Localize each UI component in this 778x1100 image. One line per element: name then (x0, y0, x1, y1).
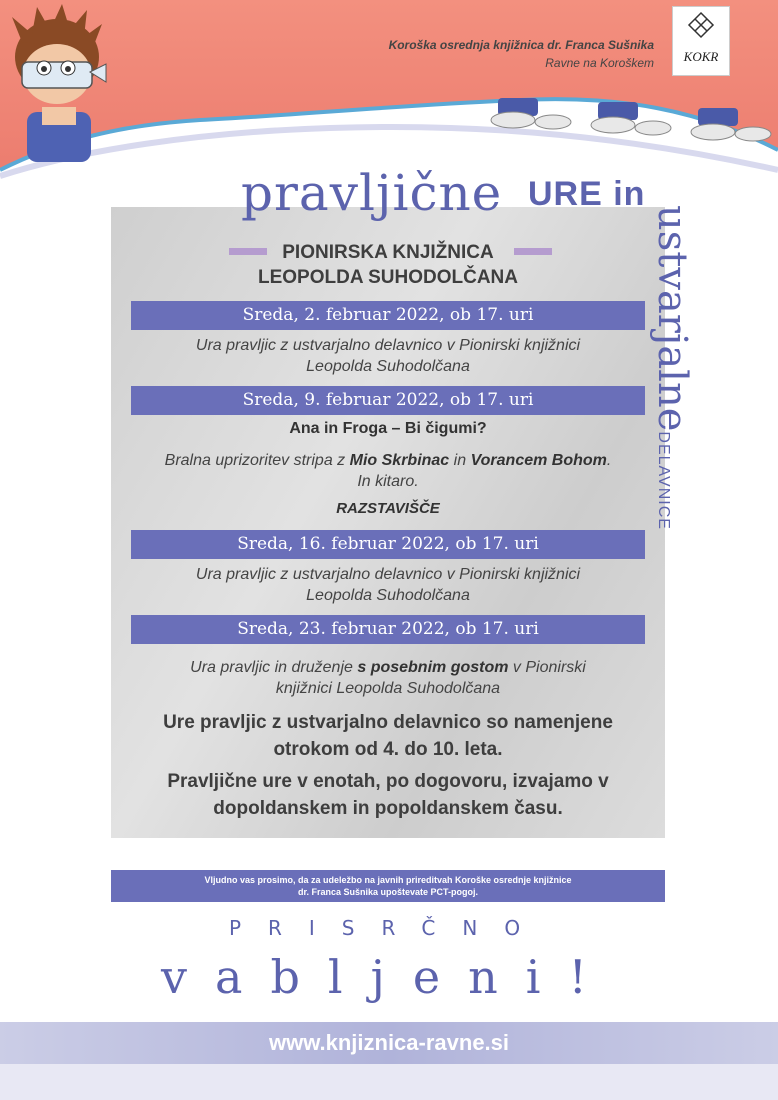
organization-block (389, 36, 654, 72)
special-guest: s posebnim gostom (357, 659, 509, 676)
library-title-line2: LEOPOLDA SUHODOLČANA (257, 267, 519, 288)
event-description-text: in (453, 452, 467, 469)
info-paragraph-2 (111, 768, 665, 822)
event-description (111, 450, 665, 471)
library-title (111, 240, 665, 290)
feet-illustration (478, 90, 778, 150)
website-link[interactable]: www.knjiznica-ravne.si (268, 1030, 510, 1055)
event-description-text: Bralna uprizoritev stripa z (164, 452, 346, 469)
closing-word-vabljeni: vabljeni! (161, 950, 615, 1004)
notice-line: dr. Franca Sušnika upoštevate PCT-pogoj. (297, 887, 479, 897)
performer-name: Vorancem Bohom (470, 452, 607, 469)
vertical-title-big: ustvarjalne (649, 205, 695, 432)
footer-bottom (0, 1064, 778, 1100)
performer-name: Mio Skrbinac (349, 452, 450, 469)
event-description: knjižnici Leopolda Suhodolčana (275, 680, 501, 697)
info-line: Pravljične ure v enotah, po dogovoru, izvajamo v (167, 771, 609, 792)
event-description: Leopolda Suhodolčana (306, 587, 470, 604)
vertical-title-small: DELAVNICE (655, 431, 672, 530)
event-description-text: Ura pravljic in druženje (190, 659, 353, 676)
library-title-line1: PIONIRSKA KNJIŽNICA (282, 242, 494, 263)
event-date-bar: Sreda, 23. februar 2022, ob 17. uri (131, 615, 645, 644)
event-description: Leopolda Suhodolčana (306, 358, 470, 375)
info-line: otrokom od 4. do 10. leta. (273, 739, 503, 760)
organization-place: Ravne na Koroškem (545, 56, 654, 70)
logo-mark-icon (673, 7, 729, 75)
event-description-text: v Pionirski (512, 659, 586, 676)
pct-notice (111, 870, 665, 902)
closing-word-prisrcno: PRISRČNO (228, 916, 548, 940)
event-date-bar: Sreda, 2. februar 2022, ob 17. uri (131, 301, 645, 330)
organization-name: Koroška osrednja knjižnica dr. Franca Sušnika (388, 38, 654, 52)
event-description: In kitaro. (357, 473, 419, 490)
notice-line: Vljudno vas prosimo, da za udeležbo na javnih prireditvah Koroške osrednje knjižnice (204, 875, 572, 885)
event-description: Ura pravljic z ustvarjalno delavnico v Pionirski knjižnici (195, 337, 581, 354)
info-line: dopoldanskem in popoldanskem času. (213, 798, 563, 819)
library-logo (672, 6, 730, 76)
info-paragraph-1 (111, 709, 665, 763)
title-script: pravljične (241, 164, 503, 222)
event-description-text: . (606, 452, 612, 469)
title-bold: URE in (528, 175, 646, 213)
logo-text: KOKR (683, 49, 719, 64)
event-venue: RAZSTAVIŠČE (336, 500, 440, 517)
event-heading: Ana in Froga – Bi čigumi? (289, 420, 487, 437)
info-line: Ure pravljic z ustvarjalno delavnico so namenjene (163, 712, 613, 733)
event-date-bar: Sreda, 16. februar 2022, ob 17. uri (131, 530, 645, 559)
mascot-illustration (2, 2, 120, 162)
event-description (111, 657, 665, 678)
event-description: Ura pravljic z ustvarjalno delavnico v Pionirski knjižnici (195, 566, 581, 583)
event-date-bar: Sreda, 9. februar 2022, ob 17. uri (131, 386, 645, 415)
